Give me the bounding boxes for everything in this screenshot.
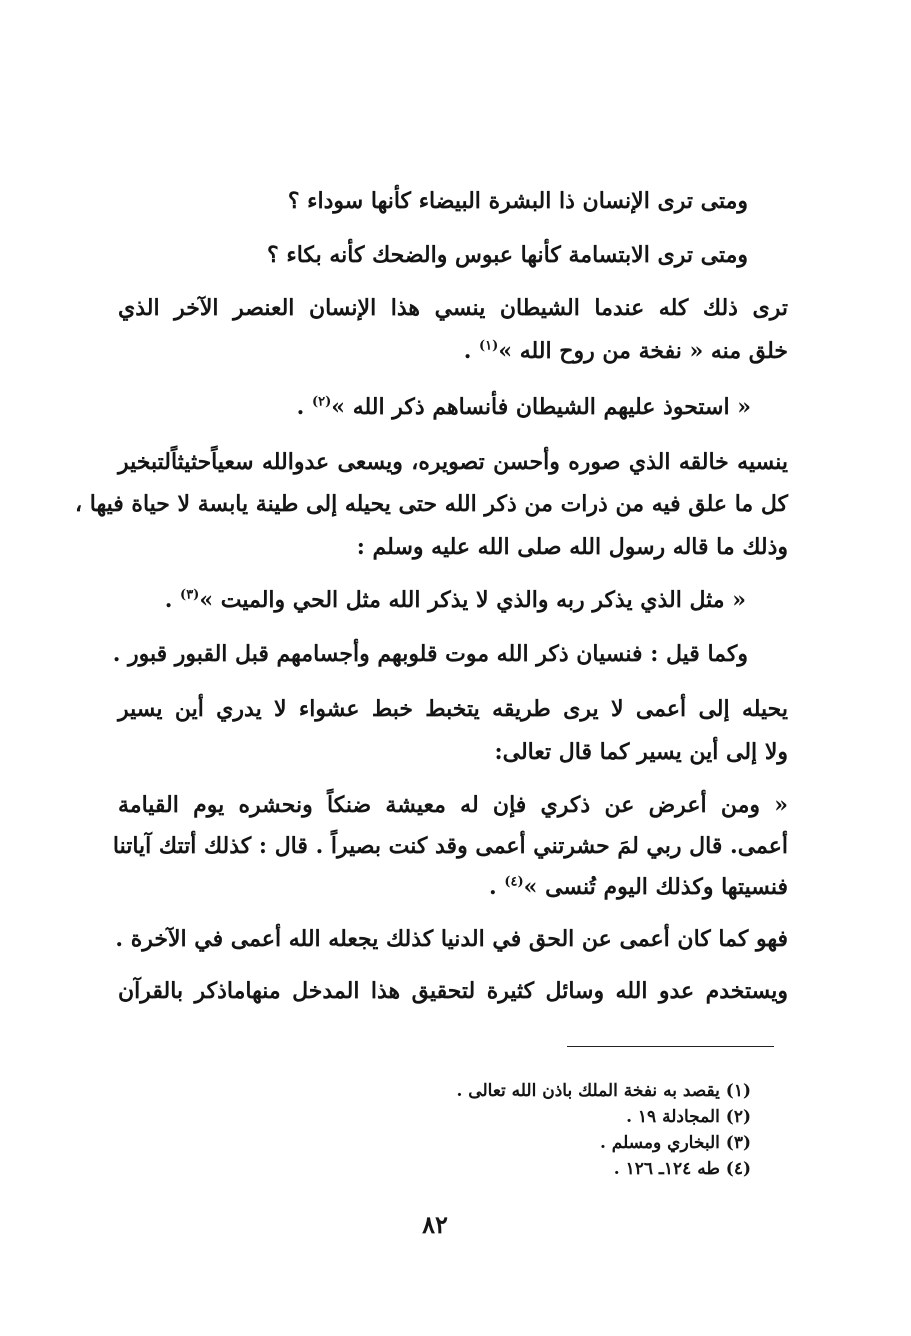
footnote-ref-3: (٣) — [180, 587, 200, 603]
body-line-8: وذلك ما قاله رسول الله صلى الله عليه وسلم : — [356, 534, 788, 560]
body-line-6: ينسيه خالقه الذي صوره وأحسن تصويره، ويسعى عدوالله سعياًحثيثاًلتبخير — [118, 449, 788, 475]
line-end: . — [463, 338, 480, 364]
body-line-1: ومتى ترى الإنسان ذا البشرة البيضاء كأنها سوداء ؟ — [287, 188, 748, 214]
body-line-13: « ومن أعرض عن ذكري فإن له معيشة ضنكاً ونحشره يوم القيامة — [118, 792, 788, 818]
body-line-12: ولا إلى أين يسير كما قال تعالى: — [494, 739, 788, 765]
body-line-7: كل ما علق فيه من ذرات من ذكر الله حتى يحيله إلى طينة يابسة لا حياة فيها ، — [75, 491, 788, 517]
quote-text: « استحوذ عليهم الشيطان فأنساهم ذكر الله » — [331, 394, 751, 420]
body-line-11: يحيله إلى أعمى لا يرى طريقه يتخبط خبط عشواء لا يدري أين يسير — [118, 696, 788, 722]
page-number: ٨٢ — [422, 1210, 448, 1239]
body-line-17: ويستخدم عدو الله وسائل كثيرة لتحقيق هذا المدخل منهاماذكر بالقرآن — [118, 978, 788, 1004]
body-line-2: ومتى ترى الابتسامة كأنها عبوس والضحك كأنه بكاء ؟ — [267, 242, 748, 268]
line-end: . — [164, 587, 181, 613]
quote-text: خلق منه « نفخة من روح الله » — [498, 338, 788, 364]
body-line-5 — [297, 390, 751, 424]
body-line-10: وكما قيل : فنسيان ذكر الله موت قلوبهم وأجسامهم قبل القبور قبور . — [112, 641, 748, 667]
body-line-3: ترى ذلك كله عندما الشيطان ينسي هذا الإنسان العنصر الآخر الذي — [118, 295, 788, 321]
footnote-4: (٤) طه ١٢٤ـ ١٢٦ . — [613, 1159, 751, 1179]
quote-text: فنسيتها وكذلك اليوم تُنسى » — [523, 874, 788, 900]
body-line-15 — [489, 870, 788, 904]
footnote-3: (٣) البخاري ومسلم . — [599, 1133, 751, 1153]
body-line-14: أعمى. قال ربي لمَ حشرتني أعمى وقد كنت بصيراً . قال : كذلك أتتك آياتنا — [112, 833, 788, 859]
line-end: . — [296, 394, 312, 420]
footnote-ref-2: (٢) — [312, 394, 332, 410]
line-end: . — [489, 874, 505, 900]
footnote-2: (٢) المجادلة ١٩ . — [626, 1107, 751, 1127]
footnote-1: (١) يقصد به نفخة الملك باذن الله تعالى . — [456, 1081, 751, 1101]
footnote-ref-1: (١) — [479, 338, 499, 354]
quote-text: « مثل الذي يذكر ربه والذي لا يذكر الله مثل الحي والميت » — [199, 587, 746, 613]
body-line-4 — [464, 334, 788, 368]
footnote-divider — [567, 1046, 774, 1047]
footnote-ref-4: (٤) — [504, 874, 524, 890]
body-line-9 — [165, 583, 746, 617]
body-line-16: فهو كما كان أعمى عن الحق في الدنيا كذلك يجعله الله أعمى في الآخرة . — [115, 926, 788, 952]
